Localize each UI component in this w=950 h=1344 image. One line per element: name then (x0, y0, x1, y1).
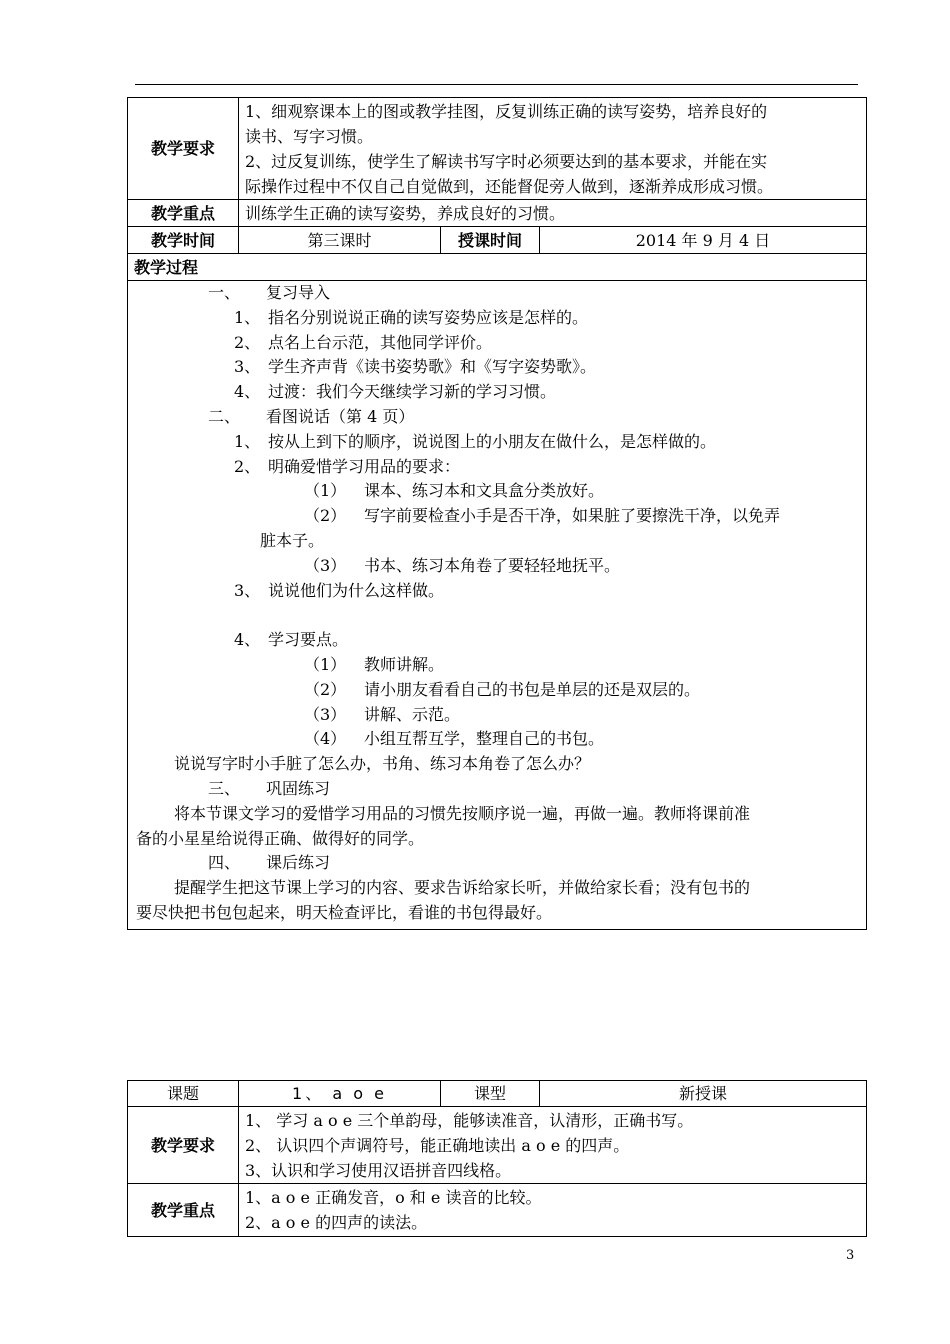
paragraph-line: 要尽快把书包包起来，明天检查评比，看谁的书包得最好。 (136, 902, 553, 922)
process-subitem: （1） 教师讲解。 (304, 654, 445, 674)
section-heading: 四、 课后练习 (208, 853, 331, 873)
class-date-label: 授课时间 (441, 227, 540, 254)
teaching-requirements-text (239, 98, 867, 200)
lesson-plan-table-1 (127, 97, 867, 930)
process-item: 4、 过渡：我们今天继续学习新的学习习惯。 (234, 382, 557, 402)
process-item: 3、 学生齐声背《读书姿势歌》和《写字姿势歌》。 (234, 357, 597, 377)
process-subitem: （4） 小组互帮互学，整理自己的书包。 (304, 729, 605, 749)
process-subitem: （1） 课本、练习本和文具盒分类放好。 (304, 481, 605, 501)
req-line: 际操作过程中不仅自己自觉做到，还能督促旁人做到，逐渐养成形成习惯。 (245, 176, 774, 196)
process-item: 2、 点名上台示范，其他同学评价。 (234, 332, 493, 352)
teaching-time-label: 教学时间 (128, 227, 239, 254)
class-date-value: 2014 年 9 月 4 日 (540, 227, 867, 254)
req-line: 读书、写字习惯。 (245, 126, 374, 146)
teaching-focus-label: 教学重点 (128, 200, 239, 227)
focus-line: 1、a o e 正确发音，o 和 e 读音的比较。 (245, 1188, 542, 1207)
section-heading: 一、 复习导入 (208, 283, 331, 302)
paragraph-line: 备的小星星给说得正确、做得好的同学。 (136, 828, 425, 848)
process-item: 4、 学习要点。 (234, 630, 349, 650)
teaching-requirements-text (239, 1107, 867, 1184)
teaching-focus-text (239, 1184, 867, 1237)
page-number: 3 (846, 1248, 855, 1263)
teaching-process-label: 教学过程 (128, 254, 867, 281)
process-subitem: （3） 讲解、示范。 (304, 704, 461, 724)
req-line: 2、过反复训练，使学生了解读书写字时必须要达到的基本要求，并能在实 (245, 151, 768, 171)
section-heading: 二、 看图说话（第 4 页） (208, 406, 415, 426)
process-item: 1、 按从上到下的顺序，说说图上的小朋友在做什么，是怎样做的。 (234, 431, 717, 451)
process-item: 3、 说说他们为什么这样做。 (234, 580, 445, 600)
lesson-type-value: 新授课 (540, 1081, 867, 1107)
topic-label: 课题 (128, 1081, 239, 1107)
teaching-process-content (128, 281, 867, 930)
req-line: 3、认识和学习使用汉语拼音四线格。 (245, 1160, 512, 1180)
section-heading: 三、 巩固练习 (208, 778, 331, 798)
req-line: 1、细观察课本上的图或教学挂图，反复训练正确的读写姿势，培养良好的 (245, 101, 768, 121)
process-question: 说说写字时小手脏了怎么办，书角、练习本角卷了怎么办？ (174, 754, 591, 774)
paragraph-line: 提醒学生把这节课上学习的内容、要求告诉给家长听，并做给家长看；没有包书的 (174, 878, 751, 898)
paragraph-line: 将本节课文学习的爱惜学习用品的习惯先按顺序说一遍，再做一遍。教师将课前准 (174, 803, 751, 823)
process-subitem: （2） 写字前要检查小手是否干净，如果脏了要擦洗干净，以免弄 (304, 506, 781, 526)
topic-value: 1、 a o e (239, 1081, 441, 1107)
lesson-type-label: 课型 (441, 1081, 540, 1107)
lesson-plan-table-2 (127, 1080, 867, 1237)
teaching-time-value: 第三课时 (239, 227, 441, 254)
teaching-focus-label: 教学重点 (128, 1184, 239, 1237)
req-line: 1、 学习 a o e 三个单韵母，能够读准音，认清形，正确书写。 (245, 1110, 694, 1130)
process-item: 2、 明确爱惜学习用品的要求： (234, 456, 461, 476)
header-rule (135, 84, 858, 85)
req-line: 2、 认识四个声调符号，能正确地读出 a o e 的四声。 (245, 1135, 630, 1155)
process-subitem: （3） 书本、练习本角卷了要轻轻地抚平。 (304, 555, 621, 575)
process-subitem: （2） 请小朋友看看自己的书包是单层的还是双层的。 (304, 679, 701, 699)
teaching-requirements-label: 教学要求 (128, 1107, 239, 1184)
teaching-focus-text: 训练学生正确的读写姿势，养成良好的习惯。 (239, 200, 867, 227)
blank-line (136, 603, 858, 628)
process-item: 1、 指名分别说说正确的读写姿势应该是怎样的。 (234, 307, 589, 327)
focus-line: 2、a o e 的四声的读法。 (245, 1213, 428, 1232)
process-subitem-continued: 脏本子。 (260, 530, 325, 550)
teaching-requirements-label: 教学要求 (128, 98, 239, 200)
